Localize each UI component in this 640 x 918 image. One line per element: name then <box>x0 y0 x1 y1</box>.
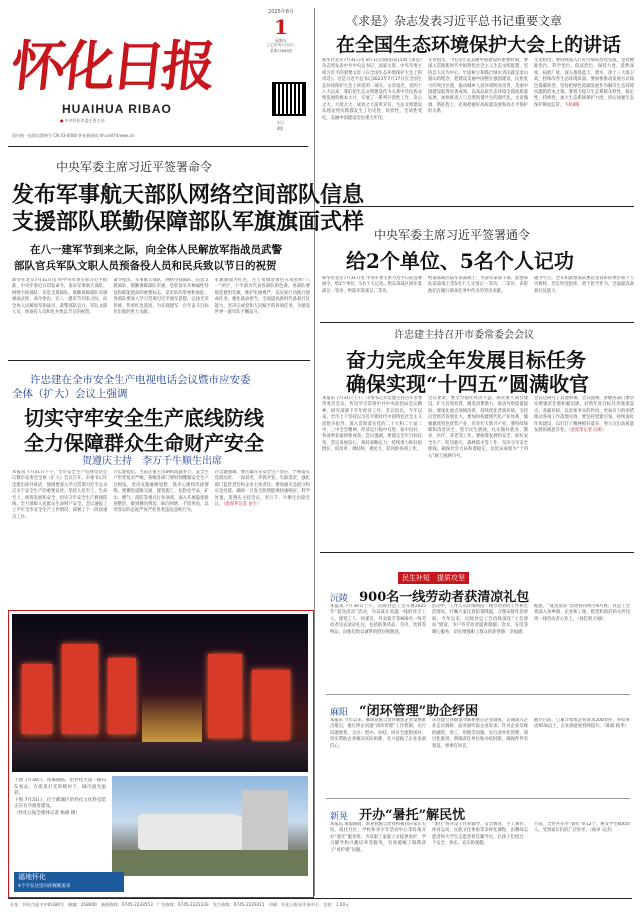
minsheng-item-2 <box>330 700 478 719</box>
date-month: 2025年8月 <box>268 9 294 15</box>
right3-body <box>322 396 634 546</box>
left2-headline-1: 切实守牢安全生产底线防线 <box>24 406 264 430</box>
text-column: 给南部战区陆军某部战士、火箭军某部干部、武警部队某部战士等5名个人分别记一等功、二等功，表彰他们在履行使命任务中作出的突出贡献。 <box>428 276 528 294</box>
lit-building <box>62 644 98 734</box>
text-column: 许忠建强调，要压紧压实安全生产责任，严格落实党政同责、一岗双责、齐抓共管、失职追责，强化部门监管责任和企业主体责任。要加强应急值守和应急处置，确保一旦发生险情能够快速响应、科学处置。贺遵庆主持会议，李万千、牛顺生出席会议。（金谋华记者 龙宇） <box>214 470 310 508</box>
item-place: 麻阳 <box>330 708 349 718</box>
lit-building <box>22 664 52 734</box>
text-column: 新华社北京7月31日电 中央军委主席习近平日前签署通令，给2个单位、5名个人记功。给东部战区海军某部记一等功，给陆军某部记二等功。 <box>322 276 422 294</box>
night-city-photo <box>12 614 308 772</box>
right3-kicker: 许忠建主持召开市委常委会会议 <box>394 330 534 341</box>
item-place: 沅陵 <box>330 594 349 604</box>
text-column: 截至目前，已累计收集企业诉求200余件，办结率达95%以上，企业满意度持续提升。（陈斌 杨华） <box>534 718 630 730</box>
text-column: 本报讯 今年以来，麻阳苗族自治县聚焦企业发展难点堵点，推行涉企问题“闭环管理”工作机制，实行问题收集、交办、督办、办结、回访全流程闭环，切实帮助企业解决实际困难，有力提振了企业发展信心。 <box>330 718 426 749</box>
top-right-body <box>322 58 634 198</box>
date-day: 1 <box>274 14 288 39</box>
item-title: 开办“暑托”解民忧 <box>359 808 466 823</box>
page-count: 今日 4版 <box>276 120 284 131</box>
section-badge: 民生补短 提质攻坚 <box>398 572 469 584</box>
item-body <box>330 604 630 690</box>
text-column: 本报讯 7月31日上午，市委书记许忠建主持召开市委常委会会议，传达学习贯彻中共中央政治局会议精神，研究部署下半年经济工作。会议指出，今年以来，全市上下坚持以习近平新时代中国特色社会主义思想为指导，深入贯彻落实党的二十大和二十届二中、三中全会精神，经济运行稳中有进、稳中向好，各项事业取得新成效。会议强调，要锚定全年目标任务，坚定发展信心，保持战略定力，持续用力抓好稳增长、促改革、调结构、惠民生、防风险各项工作。 <box>322 396 422 453</box>
publisher: ● 中共怀化市委主管主办 <box>60 118 105 123</box>
left2-kicker-1: 许忠建在全市安全生产电视电话会议暨市应安委 <box>30 374 251 386</box>
ground <box>112 850 308 876</box>
item-title: “闭环管理”助企纾困 <box>359 704 479 719</box>
left-subhead-1: 在八一建军节到来之际，向全体人民解放军指战员武警 <box>30 244 282 256</box>
continued-note: 下转4版 <box>564 102 580 108</box>
text-column: 命令指出，军事航天部队、网络空间部队、信息支援部队、联勤保障部队军旗，是彰显军兵种属性特征和职能使命的重要标志，是军队的荣誉和象征。各部队要深入学习贯彻习近平强军思想，弘扬光荣传统，传承红色基因，为实现建军一百年奋斗目标作出新的更大贡献。 <box>113 278 209 316</box>
text-column: 目前，全县共开办“暑托”班12个，惠及学生600余人，受到家长们的广泛好评。（杨卓 吴杰） <box>534 822 630 834</box>
item-body <box>330 822 630 894</box>
lit-building <box>208 654 242 738</box>
text-column: 军旗旗面为红色，左上角缀金黄色五角星和“八一”两字，下半部为代表各部队的色条。各部队要规范使用军旗，维护军旗尊严，以实际行动践行使命任务，强化使命担当，全面提高新时代备战打仗能力，坚决完成党和人民赋予的各项任务，为建设世界一流军队不懈奋斗。 <box>214 278 310 316</box>
left-headline-1: 发布军事航天部队网络空间部队信息 <box>12 182 365 208</box>
left-subhead-2: 部队官兵军队文职人员预备役人员和民兵致以节日的祝贺 <box>14 260 277 272</box>
date-weekday: 星期五 <box>275 37 287 43</box>
minsheng-badge <box>398 565 469 584</box>
text-column: 文章指出，今后5年是美丽中国建设的重要时期，要深入贯彻新时代中国特色社会主义生态文明思想，坚持以人民为中心，牢固树立和践行绿水青山就是金山银山的理念，把建设美丽中国摆在强国建设、民族复兴的突出位置，推动城乡人居环境明显改善、美丽中国建设取得显著成效，以高品质生态环境支撑高质量发展，加快推进人与自然和谐共生的现代化。文章强调，新征程上，必须把握好高质量发展和高水平保护的关系。 <box>428 58 528 115</box>
qr-code-icon <box>272 82 306 116</box>
text-column: 该县建立县级领导联系重点企业制度，定期深入企业走访调研，面对面听取企业诉求。针对企业反映的融资、用工、用地等问题，实行清单化管理、项目化推进，明确责任单位和办结时限，确保件件有着落、事事有回音。 <box>432 718 528 749</box>
page-footer: 社址：怀化市迎丰中路180号 邮编：418000 新闻热线：0745-2233553 广告热线：0745-2222333 发行热线：0745-2229311 印刷：怀化日报社印务中心 定价：1.00元 <box>10 902 350 907</box>
stamp-title: 福地怀化 <box>18 873 46 881</box>
text-column: 会议要求，要全力稳住经济大盘，抓实重大项目建设，扩大有效投资，激发消费潜力，推动外贸稳量提质。要深化重点领域改革，持续优化营商环境，支持民营经济发展壮大。要加快构建现代化产业体系，做强做优特色优势产业，培育壮大新兴产业。要持续保障和改善民生，兜牢民生底线，扎实做好就业、教育、医疗、养老等工作。要统筹发展和安全，抓好安全生产、防汛救灾、森林防火等工作，坚决守牢安全底线，确保社会大局和谐稳定，以优异成绩为“十四五”画上圆满句号。 <box>428 396 528 459</box>
photo-caption: 上图 7月30日，夜幕降临，沿怀化大道一路向东看去，在夜景灯光的映衬下，城市流光溢彩。 下图 7月31日，位于鹤城区的怀化文化科技馆正在有序推进建设。 （怀化日报全媒体记者 杨雄 摄） <box>14 778 106 816</box>
building-structure <box>138 814 258 850</box>
lit-building <box>108 658 136 734</box>
masthead-info: 国内统一连续出版物号 CN 43-0000 怀化新闻网 hh.ce074news.cn <box>12 133 135 138</box>
right2-kicker: 中央军委主席习近平签署通令 <box>374 228 531 242</box>
lit-building <box>252 670 290 740</box>
left2-end-note: （金谋华记者 龙宇） <box>223 502 262 508</box>
text-column: 新华社北京7月31日电 经中央军委主席习近平批准，中央军委近日印发命令，发布军事航天部队、网络空间部队、信息支援部队、联勤保障部队军旗旗面式样。命令指出，在八一建军节到来之际，向全体人民解放军指战员、武警部队官兵、军队文职人员、预备役人员和民兵致以节日的祝贺。 <box>12 278 108 316</box>
right3-headline-1: 奋力完成全年发展目标任务 <box>346 348 586 372</box>
minsheng-item-3 <box>330 804 465 823</box>
photo-stamp <box>14 872 124 892</box>
masthead-pinyin: HUAIHUA RIBAO <box>62 102 172 116</box>
text-column: 本报讯 7月31日下午，全市安全生产电视电话会议暨市安委会全体（扩大）会议召开。市委书记许忠建出席并讲话，强调要深入学习贯彻习近平总书记关于安全生产的重要论述，坚持人民至上、生命至上，统筹发展和安全，切实守牢安全生产底线防线，全力保障人民群众生命财产安全。会议通报了上半年全市安全生产工作情况，部署了下一阶段重点工作。 <box>12 470 108 520</box>
item-place: 新晃 <box>330 812 349 822</box>
text-column: “暑托”班开设了作业辅导、安全教育、手工制作、体育运动、民族文化体验等多样化课程，由教师志愿者和大学生志愿者担任辅导员，让孩子们度过一个安全、快乐、充实的暑假。 <box>432 822 528 847</box>
building-structure <box>242 790 288 850</box>
left2-byline: 贺遵庆主持 李万千牛顺生出席 <box>82 456 222 467</box>
left-kicker: 中央军委主席习近平签署命令 <box>56 160 213 174</box>
minsheng-item-1 <box>330 586 529 605</box>
date-box <box>262 10 300 54</box>
street <box>12 742 308 772</box>
text-column: 会议还研究了其他事项。会议强调，各级各部门要切实增强责任感和紧迫感，对照年度目标任务逐项盘点、查漏补缺，以更加务实的作风、更加有力的举措推动各项工作落地见效。要坚持党建引领，持续深化作风建设，以钉钉子精神抓好落实，努力交出高质量发展的满意答卷。（金谋华记者 向勇） <box>534 396 634 434</box>
top-right-headline: 在全国生态环境保护大会上的讲话 <box>336 34 622 56</box>
top-right-kicker: 《求是》杂志发表习近平总书记重要文章 <box>346 14 563 28</box>
construction-photo <box>112 776 308 876</box>
text-column: 许忠建指出，当前正值主汛期和高温季节，安全生产形势复杂严峻，各级各部门要时刻绷紧安全生产这根弦，坚决克服麻痹思想、侥幸心理和厌战情绪。要聚焦道路交通、建筑施工、危险化学品、矿山、燃气、消防等重点行业领域，深入开展隐患排查整治，做到横向到边、纵向到底、不留死角，以零容忍的态度严查严处各类违法违规行为。 <box>113 470 209 514</box>
text-column: 文章指出，要持续深入打好污染防治攻坚战，坚持精准治污、科学治污、依法治污，保持力度、延伸深度、拓展广度，深入推进蓝天、碧水、净土三大保卫战，持续改善生态环境质量。要加快推动发展方式绿色低碳转型，坚持把绿色低碳发展作为解决生态环境问题的治本之策。要着力提升生态系统多样性、稳定性、持续性，加大生态系统保护力度，切实加强生态保护修复监管。下转4版 <box>534 58 634 108</box>
text-column: 新华社北京7月31日电 8月1日出版的第15期《求是》杂志将发表中共中央总书记、国家主席、中央军委主席习近平的重要文章《在全国生态环境保护大会上的讲话》。这是习近平总书记2023年7月17日在全国生态环境保护大会上讲话的一部分。文章指出，党的十八大以来，我们把生态文明建设作为关系中华民族永续发展的根本大计，开展了一系列开创性工作，决心之大、力度之大、成效之大前所未有，生态文明建设从理论到实践都发生了历史性、转折性、全局性变化，美丽中国建设迈出重大步伐。 <box>322 58 422 121</box>
left2-headline-2: 全力保障群众生命财产安全 <box>24 431 264 455</box>
left2-body <box>12 470 310 604</box>
right3-end-note: （金谋华记者 向勇） <box>568 428 607 434</box>
text-column: 本报讯 暑假期间，新晃侗族自治县积极回应家长关切，依托社区、学校和青少年活动中心等阵地开办“暑托”服务班，为双职工家庭子女提供看护、学习辅导和兴趣培养等服务，有效破解了假期孩子“看护难”问题。 <box>330 822 426 853</box>
right2-body <box>322 276 634 328</box>
left2-kicker-2: 全体（扩大）会议上强调 <box>12 388 128 400</box>
masthead-logo: 怀化日报 <box>8 34 215 98</box>
item-title: 900名一线劳动者获清凉礼包 <box>359 590 530 605</box>
right2-headline: 给2个单位、5名个人记功 <box>346 249 574 273</box>
item-body <box>330 718 630 794</box>
left-story-body <box>12 278 310 356</box>
left-headline-2: 支援部队联勤保障部队军旗旗面式样 <box>12 209 365 235</box>
stamp-subtitle: 4个字在这里向你娓娓道来 <box>18 884 71 889</box>
text-column: 本报讯 7月30日上午，沅陵县总工会开展2025年“夏送清凉”活动，为奋战在高温一线的环卫工人、建筑工人、快递员、外卖骑手等900名一线劳动者送去清凉礼包，包括防暑药品、毛巾、饮料等物品，向他们致以诚挚的慰问和敬意。 <box>330 604 426 635</box>
text-column: 据悉，“夏送清凉”活动将持续至8月底，县总工会将深入各乡镇、企业和工地，把党和政府的关怀送到一线劳动者心坎上。（刘佳明 向丽） <box>534 604 630 622</box>
text-column: 活动中，工作人员详细询问一线劳动者的工作和生活情况，叮嘱大家注意防暑降温，合理安排作息时间。今年以来，沅陵县总工会持续深化“工会驿站”建设，为户外劳动者提供歇脚、饮水、充电等暖心服务，切实增强职工群众的获得感、幸福感。 <box>432 604 528 635</box>
text-column: 通令号召，全军和武警部队要以受表彰的单位和个人为榜样，坚定听党指挥，勇于担当作为，全面提高备战打仗能力。 <box>534 276 634 294</box>
right3-headline-2: 确保实现“十四五”圆满收官 <box>346 372 590 396</box>
lunar-date: 乙巳年闰六月初八 星期13682期 <box>267 43 295 53</box>
